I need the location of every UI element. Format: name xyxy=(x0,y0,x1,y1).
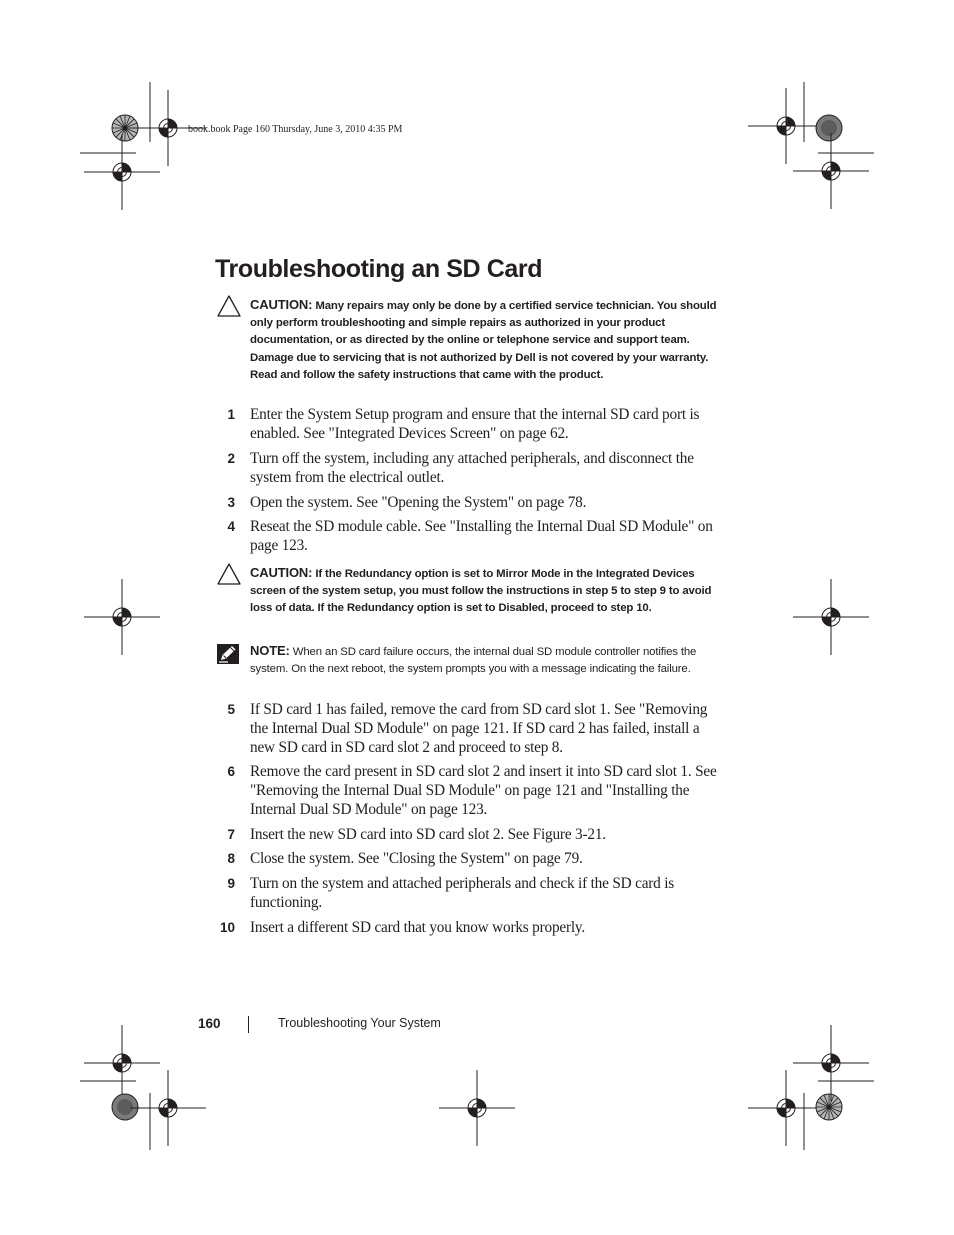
caution-text: Many repairs may only be done by a certified service technician. You should only perform troubleshooting and simple repairs as authorized in your product documentation, or as directed by the online or telephone service and support team. Damage due to servicing that is not authorized by Dell is not covered by your warranty. Read and follow the safety instructions that came with the product. xyxy=(250,300,717,381)
caution-notice xyxy=(250,564,720,618)
step-number: 3 xyxy=(227,495,235,510)
step-text: Insert the new SD card into SD card slot 2. See Figure 3-21. xyxy=(250,826,606,843)
step-number: 5 xyxy=(227,702,235,717)
footer-section-title: Troubleshooting Your System xyxy=(278,1016,441,1030)
step-number: 7 xyxy=(227,827,235,842)
step-text: Enter the System Setup program and ensure that the internal SD card port is enabled. See "Integrated Devices Screen" on page 62. xyxy=(250,406,700,442)
step-text: Turn off the system, including any attached peripherals, and disconnect the system from the electrical outlet. xyxy=(250,450,694,486)
page-title: Troubleshooting an SD Card xyxy=(215,255,543,283)
step-text: Reseat the SD module cable. See "Installing the Internal Dual SD Module" on page 123. xyxy=(250,518,713,554)
step-text: Insert a different SD card that you know works properly. xyxy=(250,919,586,936)
step-text: Turn on the system and attached peripherals and check if the SD card is functioning. xyxy=(250,875,675,911)
note-text: When an SD card failure occurs, the internal dual SD module controller notifies the system. On the next reboot, the system prompts you with a message indicating the failure. xyxy=(250,646,697,676)
step-text: Open the system. See "Opening the System" on page 78. xyxy=(250,494,587,511)
step-text: Close the system. See "Closing the System" on page 79. xyxy=(250,850,583,867)
step-number: 6 xyxy=(227,764,235,779)
footer-divider xyxy=(248,1016,249,1033)
print-header: book.book Page 160 Thursday, June 3, 2010 4:35 PM xyxy=(188,124,403,135)
page-number: 160 xyxy=(198,1016,221,1031)
step-number: 8 xyxy=(227,851,235,866)
caution-notice xyxy=(250,296,720,384)
step-number: 9 xyxy=(227,876,235,891)
caution-icon xyxy=(216,562,242,586)
note-label: NOTE: xyxy=(250,643,290,658)
caution-text: If the Redundancy option is set to Mirror Mode in the Integrated Devices screen of the system setup, you must follow the instructions in step 5 to step 9 to avoid loss of data. If the Redundancy option is set to Disabled, proceed to step 10. xyxy=(250,568,712,615)
step-text: If SD card 1 has failed, remove the card from SD card slot 1. See "Removing the Internal Dual SD Module" on page 121. If SD card 2 has failed, install a new SD card in SD card slot 2 and proceed to step 8. xyxy=(250,701,708,756)
step-number: 2 xyxy=(227,451,235,466)
step-text: Remove the card present in SD card slot 2 and insert it into SD card slot 1. See "Removing the Internal Dual SD Module" on page 121 and "Installing the Internal Dual SD Module" on page 123. xyxy=(250,763,717,818)
caution-icon xyxy=(216,294,242,318)
caution-label: CAUTION: xyxy=(250,297,313,312)
note-notice xyxy=(250,642,720,678)
step-number: 4 xyxy=(227,519,235,534)
step-number: 10 xyxy=(219,920,235,935)
note-icon xyxy=(216,643,240,665)
caution-label: CAUTION: xyxy=(250,565,313,580)
step-number: 1 xyxy=(227,407,235,422)
